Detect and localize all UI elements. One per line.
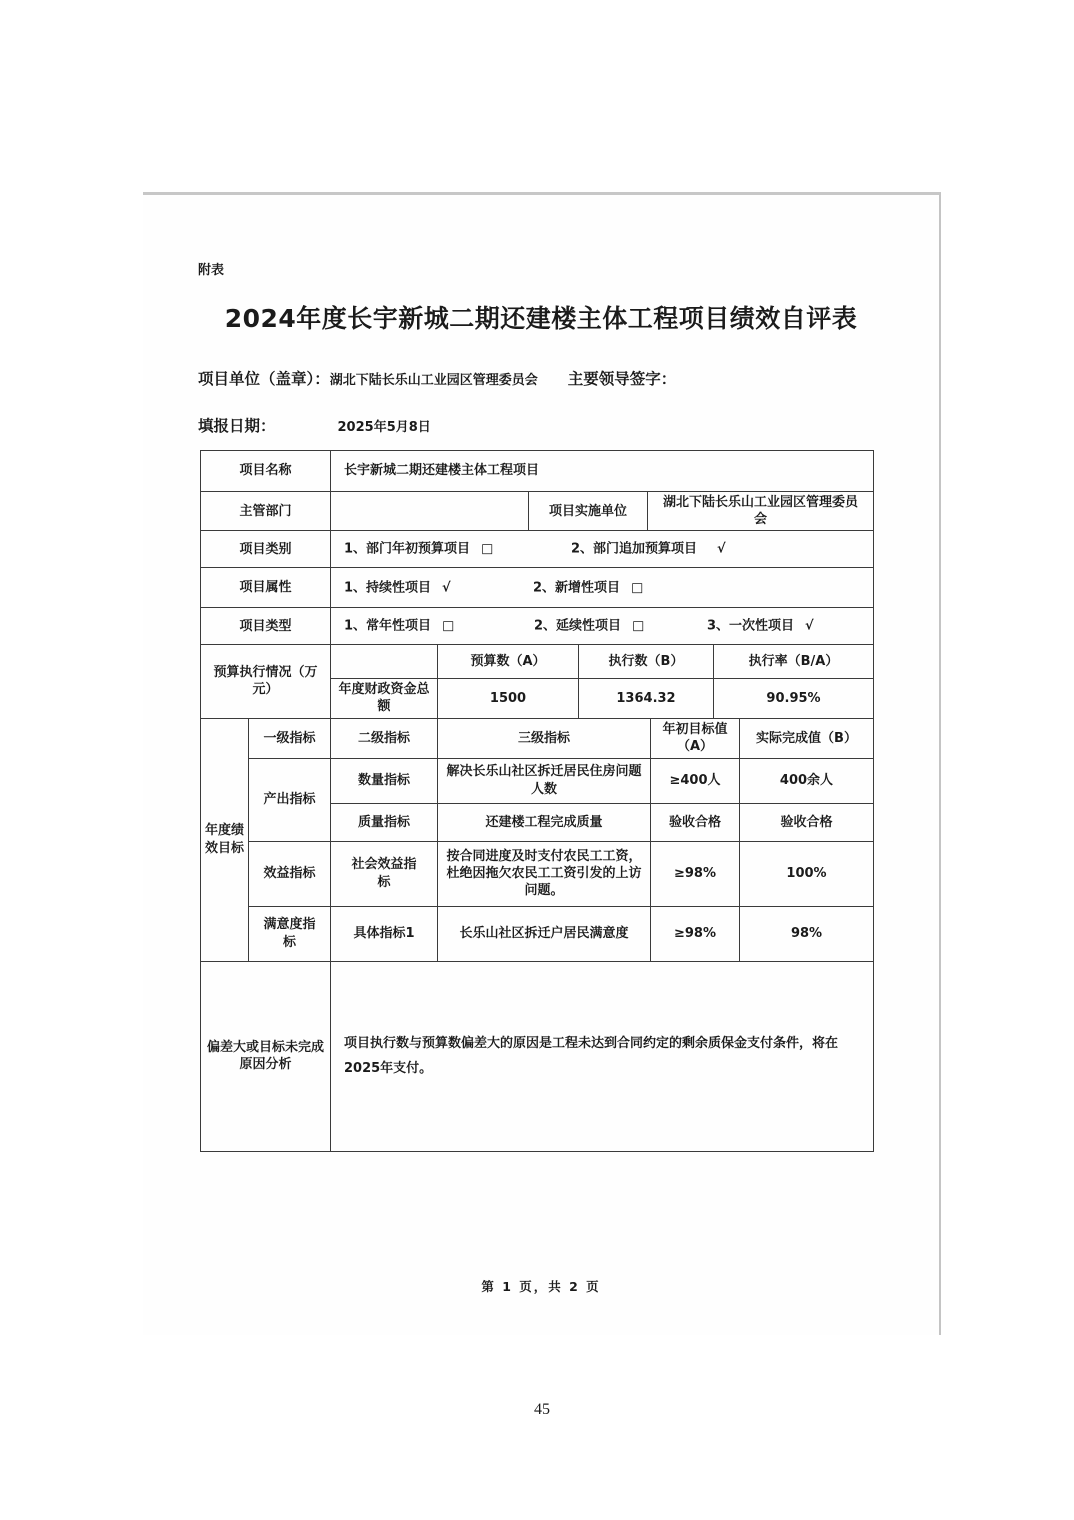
checkbox-icon: □ — [632, 618, 645, 634]
document-page — [143, 192, 941, 1335]
level1-benefit-cell: 效益指标 — [249, 841, 331, 906]
table-row — [201, 531, 874, 568]
level1-satisfaction-cell: 满意度指标 — [249, 906, 331, 961]
option-text: 1、部门年初预算项目 — [344, 541, 471, 557]
level2-cell: 具体指标1 — [331, 906, 438, 961]
level3-cell: 按合同进度及时支付农民工工资，杜绝因拖欠农民工工资引发的上访问题。 — [438, 841, 651, 906]
level3-cell: 长乐山社区拆迁户居民满意度 — [438, 906, 651, 961]
deviation-table — [200, 961, 874, 1152]
indicators-table — [200, 718, 874, 962]
indicator-header-level3: 三级指标 — [438, 718, 651, 758]
level3-cell: 还建楼工程完成质量 — [438, 803, 651, 841]
target-value-cell: 验收合格 — [651, 803, 740, 841]
table-row — [201, 451, 874, 492]
budget-empty-cell — [331, 645, 438, 679]
option-text: 1、持续性项目 — [344, 580, 432, 596]
ptype-option-1 — [344, 618, 454, 635]
indicator-header-actual: 实际完成值（B） — [740, 718, 874, 758]
document-page-number: 45 — [534, 1401, 550, 1418]
evaluation-table — [200, 450, 873, 1152]
checkmark-icon: √ — [442, 580, 451, 596]
page-footer: 第 1 页，共 2 页 — [481, 1279, 601, 1294]
ptype-option-3 — [707, 618, 814, 635]
rate-value-cell: 90.95% — [714, 679, 874, 718]
leader-signature-label: 主要领导签字： — [567, 370, 677, 388]
table-row — [201, 608, 874, 645]
annual-goal-group-cell: 年度绩效目标 — [201, 718, 249, 961]
target-value-cell: ≥98% — [651, 841, 740, 906]
table-row — [201, 568, 874, 608]
option-text: 2、部门追加预算项目 — [571, 541, 698, 557]
table-row — [201, 758, 874, 803]
appendix-label: 附表 — [198, 263, 225, 278]
report-date-line — [198, 414, 431, 436]
level2-cell: 质量指标 — [331, 803, 438, 841]
table-row — [201, 718, 874, 758]
project-unit-line — [198, 367, 676, 389]
actual-value-cell: 400余人 — [740, 758, 874, 803]
checkbox-icon: □ — [442, 618, 455, 634]
budget-col-a-header: 预算数（A） — [438, 645, 579, 679]
project-name-value-cell: 长宇新城二期还建楼主体工程项目 — [331, 451, 874, 492]
ptype-option-2 — [534, 618, 644, 635]
impl-unit-label-cell: 项目实施单位 — [529, 492, 648, 531]
project-unit-label: 项目单位（盖章）： — [198, 370, 330, 388]
checkbox-icon: □ — [481, 541, 494, 557]
report-date-value: 2025年5月8日 — [337, 420, 431, 435]
target-value-cell: ≥400人 — [651, 758, 740, 803]
target-value-cell: ≥98% — [651, 906, 740, 961]
deviation-label-cell: 偏差大或目标未完成原因分析 — [201, 961, 331, 1151]
annual-fund-label-cell: 年度财政资金总额 — [331, 679, 438, 718]
checkmark-icon: √ — [805, 618, 814, 634]
budget-col-rate-header: 执行率（B/A） — [714, 645, 874, 679]
table-row — [201, 906, 874, 961]
actual-value-cell: 100% — [740, 841, 874, 906]
checkbox-icon: □ — [631, 580, 644, 596]
exec-value-cell: 1364.32 — [579, 679, 714, 718]
dept-value-cell — [331, 492, 529, 531]
impl-unit-value-cell: 湖北下陆长乐山工业园区管理委员会 — [648, 492, 874, 531]
category-option-1 — [344, 541, 493, 558]
project-name-label-cell: 项目名称 — [201, 451, 331, 492]
table-row — [201, 841, 874, 906]
option-text: 2、新增性项目 — [533, 580, 621, 596]
indicator-header-level2: 二级指标 — [331, 718, 438, 758]
budget-section-label-cell: 预算执行情况（万元） — [201, 645, 331, 718]
level1-output-cell: 产出指标 — [249, 758, 331, 841]
indicator-header-level1: 一级指标 — [249, 718, 331, 758]
budget-value-cell: 1500 — [438, 679, 579, 718]
level2-cell: 社会效益指标 — [331, 841, 438, 906]
option-text: 1、常年性项目 — [344, 618, 432, 634]
basic-info-table — [200, 450, 874, 645]
table-row — [201, 645, 874, 679]
actual-value-cell: 98% — [740, 906, 874, 961]
checkmark-icon: √ — [717, 541, 726, 557]
ptype-options-cell — [331, 608, 874, 645]
attribute-label-cell: 项目属性 — [201, 568, 331, 608]
table-row — [201, 961, 874, 1151]
budget-table — [200, 644, 874, 718]
budget-col-b-header: 执行数（B） — [579, 645, 714, 679]
category-label-cell: 项目类别 — [201, 531, 331, 568]
ptype-label-cell: 项目类型 — [201, 608, 331, 645]
page-title: 2024年度长宇新城二期还建楼主体工程项目绩效自评表 — [224, 304, 858, 333]
level3-cell: 解决长乐山社区拆迁居民住房问题人数 — [438, 758, 651, 803]
level2-cell: 数量指标 — [331, 758, 438, 803]
option-text: 3、一次性项目 — [707, 618, 795, 634]
category-option-2 — [571, 541, 726, 558]
dept-label-cell: 主管部门 — [201, 492, 331, 531]
project-unit-value: 湖北下陆长乐山工业园区管理委员会 — [329, 373, 538, 388]
attribute-options-cell — [331, 568, 874, 608]
table-row — [201, 492, 874, 531]
indicator-header-target: 年初目标值（A） — [651, 718, 740, 758]
category-options-cell — [331, 531, 874, 568]
deviation-value-cell: 项目执行数与预算数偏差大的原因是工程未达到合同约定的剩余质保金支付条件，将在2025年支付。 — [331, 961, 874, 1151]
attribute-option-2 — [533, 579, 643, 596]
attribute-option-1 — [344, 579, 451, 596]
option-text: 2、延续性项目 — [534, 618, 622, 634]
report-date-label: 填报日期： — [198, 417, 276, 435]
actual-value-cell: 验收合格 — [740, 803, 874, 841]
